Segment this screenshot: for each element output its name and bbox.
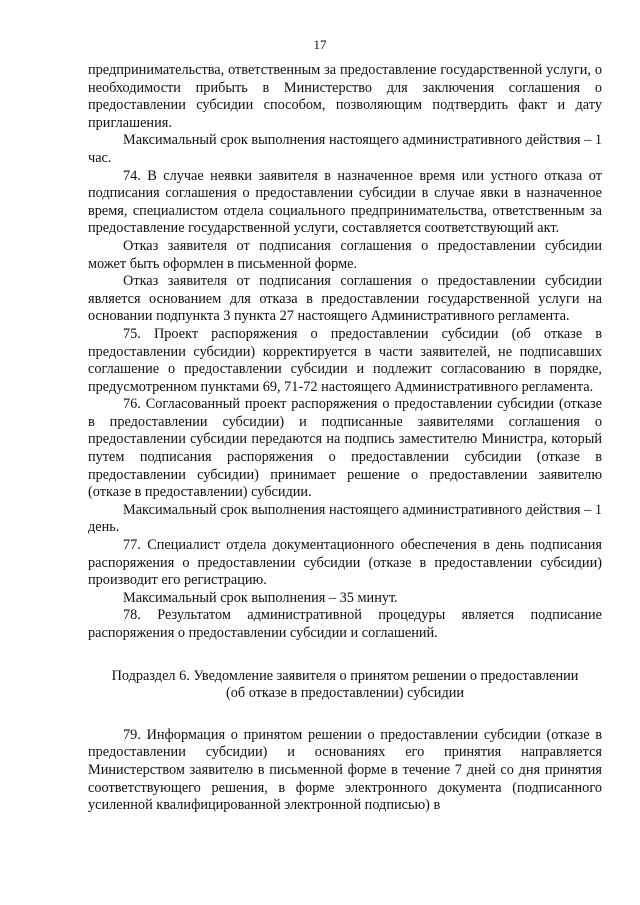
paragraph-deadline-1-hour: Максимальный срок выполнения настоящего административного действия – 1 час. <box>88 132 602 166</box>
subsection-heading <box>88 668 602 703</box>
paragraph-item-76: 76. Согласованный проект распоряжения о предоставлении субсидии (отказе в предоставлении субсидии) и подписанные заявителями соглашения о предоставлении субсидии передаются на подпись заместителю Министра, который путем подписания распоряжения о предоставлении субсидии (отказе в предоставлении субсидии) принимает решение о предоставлении заявителю (отказе в предоставлении) субсидии. <box>88 396 602 501</box>
paragraph-item-74: 74. В случае неявки заявителя в назначенное время или устного отказа от подписания соглашения о предоставлении субсидии в случае явки в назначенное время, специалистом отдела социального предпринимательства, ответственным за предоставление государственной услуги, составляется соответствующий акт. <box>88 167 602 237</box>
paragraph-item-75: 75. Проект распоряжения о предоставлении субсидии (об отказе в предоставлении субсидии) корректируется в части заявителей, не подписавших соглашение о предоставлении субсидии и подлежит согласованию в порядке, предусмотренном пунктами 69, 71-72 настоящего Административного регламента. <box>88 325 602 395</box>
paragraph-item-78: 78. Результатом административной процедуры является подписание распоряжения о предоставлении субсидии и соглашений. <box>88 607 602 641</box>
document-body <box>88 62 602 815</box>
page-number: 17 <box>313 37 327 52</box>
paragraph-continuation: предпринимательства, ответственным за предоставление государственной услуги, о необходимости прибыть в Министерство для заключения соглашения о предоставлении субсидии способом, позволяющим подтвердить факт и дату приглашения. <box>88 62 602 131</box>
paragraph-deadline-1-day: Максимальный срок выполнения настоящего административного действия – 1 день. <box>88 501 602 536</box>
paragraph-item-79: 79. Информация о принятом решении о предоставлении субсидии (отказе в предоставлении субсидии) и основаниях его принятия направляется Министерством заявителю в письменной форме в течение 7 дней со дня принятия соответствующего решения, в форме электронного документа (подписанного усиленной квалифицированной электронной подписью) в <box>88 726 602 814</box>
paragraph-item-77: 77. Специалист отдела документационного обеспечения в день подписания распоряжения о предоставлении субсидии (отказе в предоставлении субсидии) производит его регистрацию. <box>88 537 602 589</box>
paragraph-refusal-written: Отказ заявителя от подписания соглашения о предоставлении субсидии может быть оформлен в письменной форме. <box>88 237 602 272</box>
paragraph-deadline-35-minutes: Максимальный срок выполнения – 35 минут. <box>123 589 398 606</box>
subsection-heading-line-2: (об отказе в предоставлении) субсидии <box>225 685 465 702</box>
subsection-heading-line-1: Подраздел 6. Уведомление заявителя о принятом решении о предоставлении <box>111 667 579 684</box>
paragraph-refusal-grounds: Отказ заявителя от подписания соглашения о предоставлении субсидии является основанием для отказа в предоставлении государственной услуги на основании подпункта 3 пункта 27 настоящего Административного регламента. <box>88 273 602 325</box>
